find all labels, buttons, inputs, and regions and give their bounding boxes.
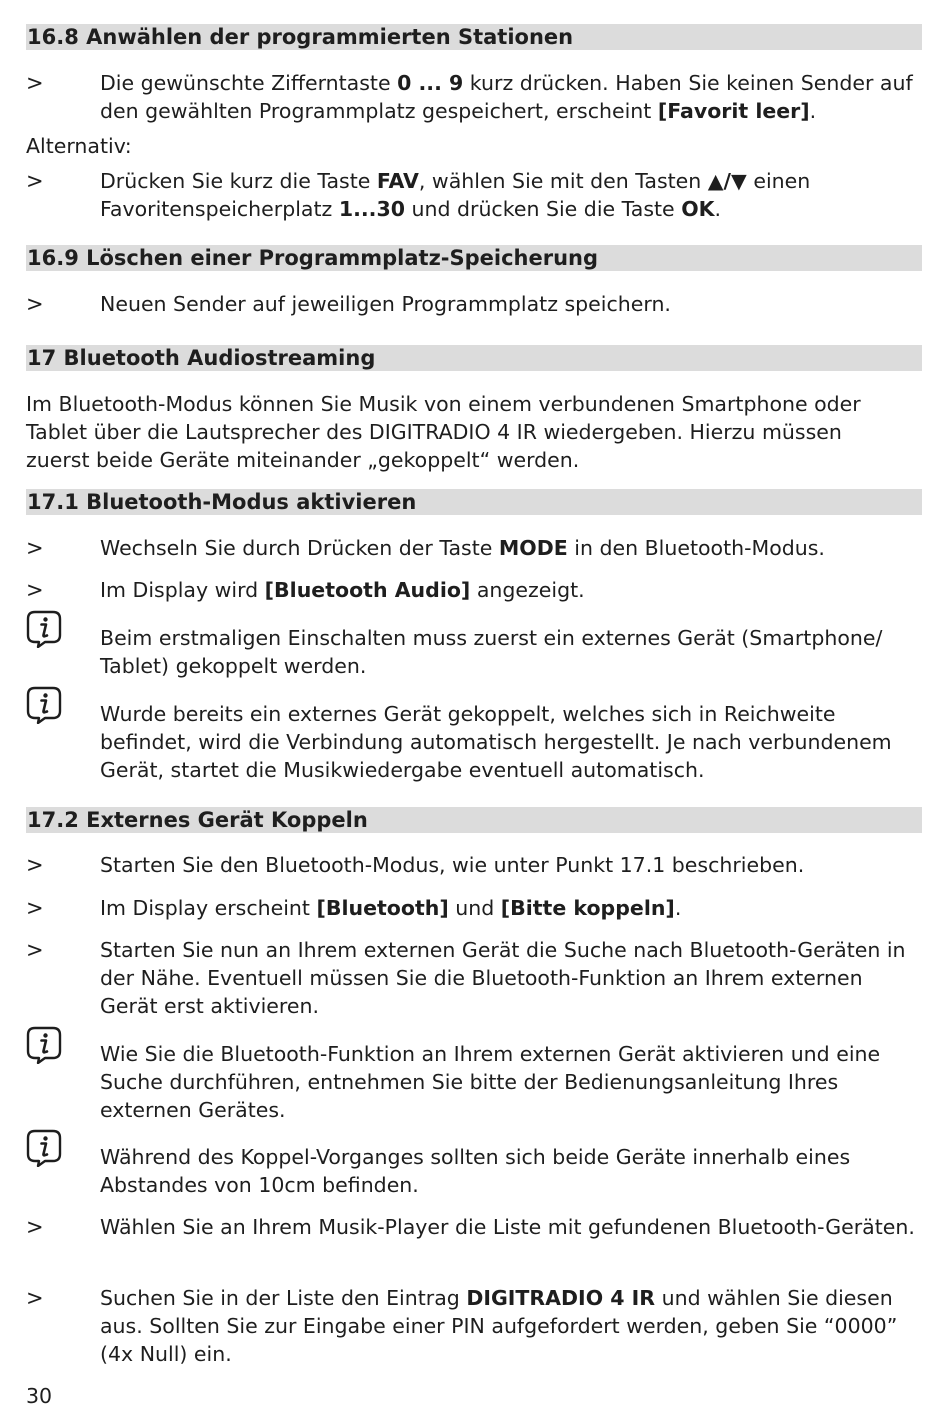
section-heading-16-8: 16.8 Anwählen der programmierten Stationen xyxy=(26,24,922,50)
list-item-text: Neuen Sender auf jeweiligen Programmplatz speichern. xyxy=(100,292,671,316)
info-note-text: Wie Sie die Bluetooth-Funktion an Ihrem externen Gerät aktivieren und eine Suche durchführen, entnehmen Sie bitte der Bedienungsanleitung Ihres externen Gerätes. xyxy=(100,1042,881,1122)
bullet-marker: > xyxy=(26,853,44,877)
bullet-marker: > xyxy=(26,896,44,920)
list-item-text: Suchen Sie in der Liste den Eintrag DIGITRADIO 4 IR und wählen Sie diesen aus. Sollten Sie zur Eingabe einer PIN aufgefordert werden, geben Sie “0000” (4x Null) ein. xyxy=(100,1286,898,1366)
arrow-keys-label: ▲/▼ xyxy=(707,169,747,193)
list-item-text: Wechseln Sie durch Drücken der Taste MODE in den Bluetooth-Modus. xyxy=(100,536,825,560)
list-item-text: Im Display wird [Bluetooth Audio] angezeigt. xyxy=(100,578,585,602)
key-label: MODE xyxy=(498,536,568,560)
list-item-text: Starten Sie den Bluetooth-Modus, wie unter Punkt 17.1 beschrieben. xyxy=(100,853,805,877)
bullet-marker: > xyxy=(26,169,44,193)
display-label: [Bluetooth] xyxy=(316,896,449,920)
alternative-label: Alternativ: xyxy=(26,134,132,158)
key-label: FAV xyxy=(376,169,419,193)
list-item-text: Die gewünschte Zifferntaste 0 ... 9 kurz drücken. Haben Sie keinen Sender auf den gewählten Programmplatz gespeichert, erscheint [Favorit leer]. xyxy=(100,71,913,123)
bullet-marker: > xyxy=(26,292,44,316)
intro-paragraph: Im Bluetooth-Modus können Sie Musik von einem verbundenen Smartphone oder Tablet über die Lautsprecher des DIGITRADIO 4 IR wiedergeben. Hierzu müssen zuerst beide Geräte miteinander „gekoppelt“ werden. xyxy=(26,392,861,472)
info-icon xyxy=(26,1026,62,1064)
key-label: 0 ... 9 xyxy=(397,71,464,95)
bullet-marker: > xyxy=(26,578,44,602)
list-item-text: Starten Sie nun an Ihrem externen Gerät die Suche nach Bluetooth-Geräten in der Nähe. Eventuell müssen Sie die Bluetooth-Funktion an Ihrem externen Gerät erst aktivieren. xyxy=(100,938,906,1018)
list-item-text: Drücken Sie kurz die Taste FAV, wählen Sie mit den Tasten ▲/▼ einen Favoritenspeicherplatz 1...30 und drücken Sie die Taste OK. xyxy=(100,169,811,221)
bullet-marker: > xyxy=(26,1286,44,1310)
display-label: [Favorit leer] xyxy=(657,99,810,123)
display-label: [Bluetooth Audio] xyxy=(264,578,471,602)
bullet-marker: > xyxy=(26,938,44,962)
info-icon xyxy=(26,1129,62,1167)
display-label: [Bitte koppeln] xyxy=(500,896,675,920)
section-heading-17-1: 17.1 Bluetooth-Modus aktivieren xyxy=(26,489,922,515)
section-heading-17-2: 17.2 Externes Gerät Koppeln xyxy=(26,807,922,833)
page-number: 30 xyxy=(26,1384,53,1408)
key-label: OK xyxy=(681,197,715,221)
list-item-text: Wählen Sie an Ihrem Musik-Player die Liste mit gefundenen Bluetooth-Geräten. xyxy=(100,1215,915,1239)
bullet-marker: > xyxy=(26,1215,44,1239)
list-item-text: Im Display erscheint [Bluetooth] und [Bitte koppeln]. xyxy=(100,896,682,920)
info-icon xyxy=(26,686,62,724)
device-name-label: DIGITRADIO 4 IR xyxy=(466,1286,656,1310)
info-note-text: Beim erstmaligen Einschalten muss zuerst ein externes Gerät (Smartphone/ Tablet) gekoppelt werden. xyxy=(100,626,883,678)
info-icon xyxy=(26,610,62,648)
info-note-text: Während des Koppel-Vorganges sollten sich beide Geräte innerhalb eines Abstandes von 10cm befinden. xyxy=(100,1145,851,1197)
info-note-text: Wurde bereits ein externes Gerät gekoppelt, welches sich in Reichweite befindet, wird die Verbindung automatisch hergestellt. Je nach verbundenem Gerät, startet die Musikwiedergabe eventuell automatisch. xyxy=(100,702,892,782)
section-heading-16-9: 16.9 Löschen einer Programmplatz-Speicherung xyxy=(26,245,922,271)
range-label: 1...30 xyxy=(338,197,405,221)
bullet-marker: > xyxy=(26,71,44,95)
section-heading-17: 17 Bluetooth Audiostreaming xyxy=(26,345,922,371)
bullet-marker: > xyxy=(26,536,44,560)
